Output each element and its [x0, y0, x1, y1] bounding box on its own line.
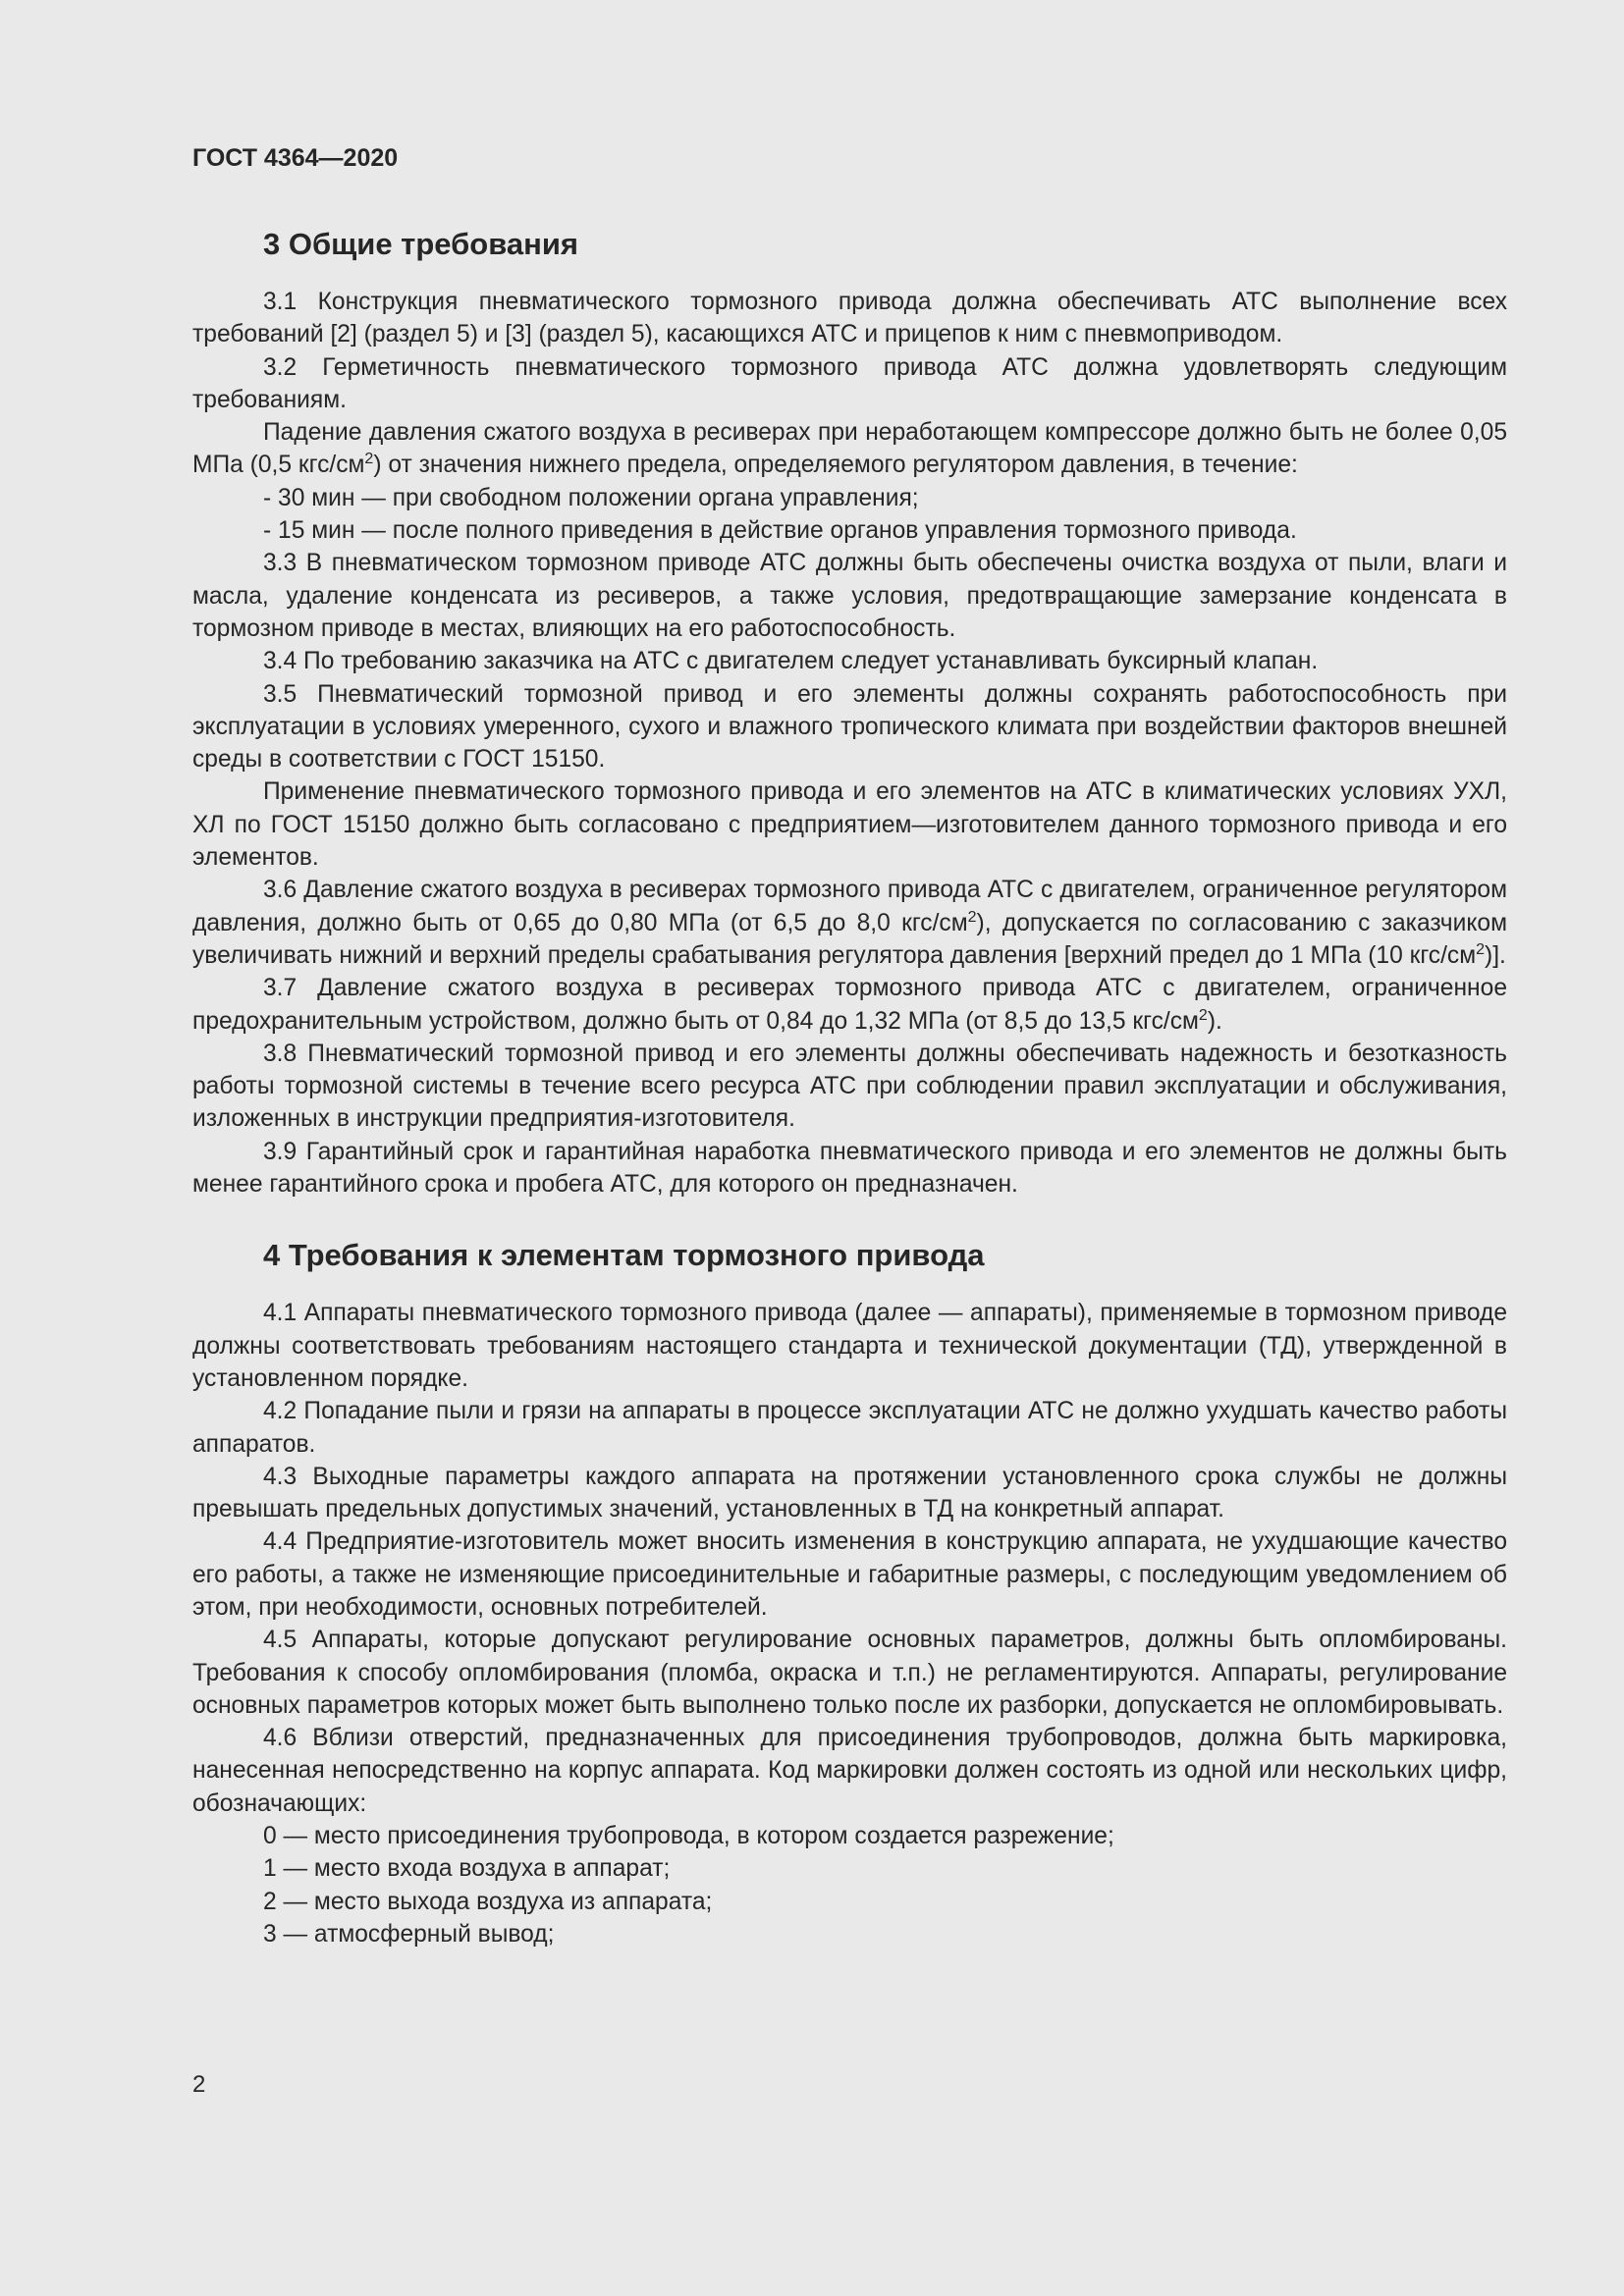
section-4-title: 4 Требования к элементам тормозного привода: [263, 1238, 985, 1273]
superscript: 2: [364, 451, 374, 468]
text-segment: ).: [1207, 1007, 1222, 1035]
paragraph-3-8: 3.8 Пневматический тормозной привод и его элементы должны обеспечивать надежность и безотказность работы тормозной системы в течение всего ресурса АТС при соблюдении правил эксплуатации и обслуживания, изложенных в инструкции предприятия-изготовителя.: [192, 1040, 1507, 1133]
paragraph-application: Применение пневматического тормозного привода и его элементов на АТС в климатических условиях УХЛ, ХЛ по ГОСТ 15150 должно быть согласовано с предприятием—изготовителем данного тормозного привода и его элементов.: [192, 778, 1507, 872]
list-item-code-2: 2 — место выхода воздуха из аппарата;: [263, 1888, 713, 1915]
superscript: 2: [1198, 1006, 1208, 1024]
document-code: ГОСТ 4364—2020: [192, 144, 399, 172]
paragraph-3-5: 3.5 Пневматический тормозной привод и его элементы должны сохранять работоспособность при эксплуатации в условиях умеренного, сухого и влажного тропического климата при воздействии факторов внешней среды в соответствии с ГОСТ 15150.: [192, 680, 1507, 774]
paragraph-3-6: [192, 874, 1507, 972]
superscript: 2: [1476, 940, 1486, 958]
document-page: [192, 143, 1507, 1950]
text-segment: ), допускается по согласованию с заказчиком увеличивать нижний и верхний пределы срабатывания регулятора давления [верхний предел до 1 МПа (10 кгс/см: [192, 909, 1507, 969]
paragraph-3-9: 3.9 Гарантийный срок и гарантийная наработка пневматического привода и его элементов не должны быть менее гарантийного срока и пробега АТС, для которого он предназначен.: [192, 1138, 1507, 1199]
section-3-title: 3 Общие требования: [263, 227, 578, 261]
list-item-30-min: - 30 мин — при свободном положении органа управления;: [263, 484, 919, 511]
text-segment: ) от значения нижнего предела, определяемого регулятором давления, в течение:: [373, 452, 1298, 479]
paragraph-3-1: 3.1 Конструкция пневматического тормозного привода должна обеспечивать АТС выполнение всех требований [2] (раздел 5) и [3] (раздел 5), касающихся АТС и прицепов к ним с пневмоприводом.: [192, 289, 1507, 348]
list-item-code-1: 1 — место входа воздуха в аппарат;: [263, 1855, 671, 1883]
paragraph-4-3: 4.3 Выходные параметры каждого аппарата на протяжении установленного срока службы не должны превышать предельных допустимых значений, установленных в ТД на конкретный аппарат.: [192, 1463, 1507, 1523]
text-segment: Падение давления сжатого воздуха в ресиверах при неработающем компрессоре должно быть не более 0,05 МПа (0,5 кгс/см: [192, 419, 1507, 479]
superscript: 2: [967, 908, 977, 926]
paragraph-4-2: 4.2 Попадание пыли и грязи на аппараты в процессе эксплуатации АТС не должно ухудшать качество работы аппаратов.: [192, 1398, 1507, 1458]
paragraph-3-3: 3.3 В пневматическом тормозном приводе АТС должны быть обеспечены очистка воздуха от пыли, влаги и масла, удаление конденсата из ресиверов, а также условия, предотвращающие замерзание конденсата в тормозном приводе в местах, влияющих на его работоспособность.: [192, 550, 1507, 642]
paragraph-4-1: 4.1 Аппараты пневматического тормозного привода (далее — аппараты), применяемые в тормозном приводе должны соответствовать требованиям настоящего стандарта и технической документации (ТД), утвержденной в установленном порядке.: [192, 1300, 1507, 1392]
paragraph-4-4: 4.4 Предприятие-изготовитель может вносить изменения в конструкцию аппарата, не ухудшающие качество его работы, а также не изменяющие присоединительные и габаритные размеры, с последующим уведомлением об этом, при необходимости, основных потребителей.: [192, 1528, 1507, 1621]
list-item-15-min: - 15 мин — после полного приведения в действие органов управления тормозного привода.: [263, 517, 1297, 545]
list-item-code-3: 3 — атмосферный вывод;: [263, 1920, 555, 1948]
paragraph-3-4: 3.4 По требованию заказчика на АТС с двигателем следует устанавливать буксирный клапан.: [263, 648, 1319, 675]
paragraph-3-7: [192, 972, 1507, 1038]
paragraph-4-6: 4.6 Вблизи отверстий, предназначенных для присоединения трубопроводов, должна быть маркировка, нанесенная непосредственно на корпус аппарата. Код маркировки должен состоять из одной или нескольких цифр, обозначающих:: [192, 1725, 1507, 1817]
paragraph-3-2: 3.2 Герметичность пневматического тормозного привода АТС должна удовлетворять следующим требованиям.: [192, 353, 1507, 413]
list-item-code-0: 0 — место присоединения трубопровода, в котором создается разрежение;: [263, 1823, 1114, 1850]
paragraph-pressure-drop: [192, 416, 1507, 482]
text-segment: 3.6 Давление сжатого воздуха в ресиверах тормозного привода АТС с двигателем, ограниченное регулятором давления, должно быть от 0,65 до 0,80 МПа (от 6,5 до 8,0 кгс/см: [192, 877, 1507, 936]
page-number: 2: [192, 2071, 206, 2098]
paragraph-4-5: 4.5 Аппараты, которые допускают регулирование основных параметров, должны быть опломбированы. Требования к способу опломбирования (пломба, окраска и т.п.) не регламентируются. Аппараты, регулирование основных параметров которых может быть выполнено только после их разборки, допускается не опломбировывать.: [192, 1627, 1507, 1719]
text-segment: )].: [1485, 941, 1506, 969]
text-segment: 3.7 Давление сжатого воздуха в ресиверах тормозного привода АТС с двигателем, ограниченное предохранительным устройством, должно быть от 0,84 до 1,32 МПа (от 8,5 до 13,5 кгс/см: [192, 975, 1507, 1035]
